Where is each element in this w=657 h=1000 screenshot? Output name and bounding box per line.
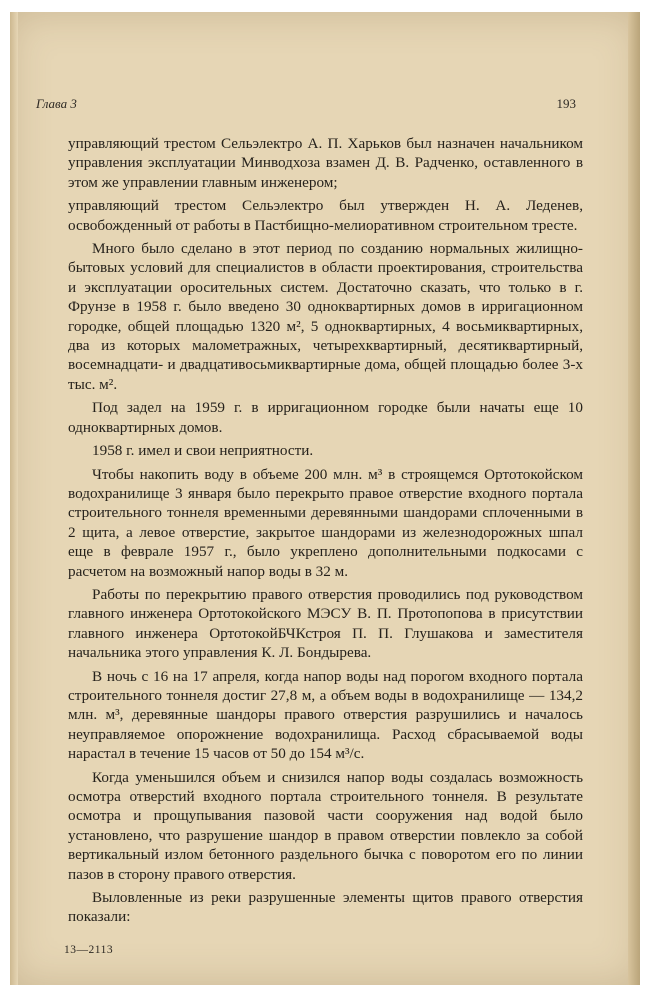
paragraph: управляющий трестом Сельэлектро был утвержден Н. А. Леденев, освобожденный от работы в Пастбищно-мелиоративном строительном тресте. — [68, 197, 583, 234]
running-header — [36, 96, 576, 112]
paragraph: Много было сделано в этот период по созданию нормальных жилищно-бытовых условий для специалистов в области проектирования, строительства и эксплуатации оросительных систем. Достаточно сказать, что только в г. Фрунзе в 1958 г. было введено 30 одноквартирных домов в ирригационном городке, общей площадью 1320 м², 5 одноквартирных, 4 восьмиквартирных, два из которых малометражных, четырехквартирный, десятиквартирный, восемнадцати- и двадцативосьмиквартирные дома, общей площадью более 3-х тыс. м². — [68, 240, 583, 393]
paragraph: Работы по перекрытию правого отверстия проводились под руководством главного инженера Ортотокойского МЭСУ В. П. Протопопова в присутствии главного инженера ОртотокойБЧКстроя П. П. Глушакова и заместителя начальника этого управления К. Л. Бондырева. — [68, 585, 583, 662]
paragraph: Когда уменьшился объем и снизился напор воды создалась возможность осмотра отверстий входного портала строительного тоннеля. В результате осмотра и прощупывания пазовой части сооружения над водой было установлено, что разрушение шандор в правом отверстии повлекло за собой вертикальный излом бетонного раздельного бычка с поворотом его по линии пазов в сторону правого отверстия. — [68, 768, 583, 883]
paragraph: Выловленные из реки разрушенные элементы щитов правого отверстия показали: — [68, 889, 583, 926]
paragraph: В ночь с 16 на 17 апреля, когда напор воды над порогом входного портала строительного тоннеля достиг 27,8 м, а объем воды в водохранилище — 134,2 млн. м³, деревянные шандоры правого отверстия разрушились и началось неуправляемое опорожнение водохранилища. Расход сбрасываемой воды нарастал в течение 15 часов от 50 до 154 м³/с. — [68, 667, 583, 763]
paragraph: Под задел на 1959 г. в ирригационном городке были начаты еще 10 одноквартирных домов. — [68, 399, 583, 436]
paragraph: 1958 г. имел и свои неприятности. — [92, 442, 314, 460]
printer-signature: 13—2113 — [64, 944, 114, 956]
chapter-title: Глава 3 — [36, 96, 77, 111]
page-right-edge — [628, 12, 640, 985]
page-body-text — [68, 134, 583, 931]
book-page — [10, 12, 640, 985]
paragraph: управляющий трестом Сельэлектро А. П. Харьков был назначен начальником управления эксплуатации Минводхоза взамен Д. В. Радченко, оставленного в этом же управлении главным инженером; — [68, 135, 583, 191]
page-number: 193 — [556, 96, 576, 111]
page-left-edge — [10, 12, 18, 985]
paragraph: Чтобы накопить воду в объеме 200 млн. м³ в строящемся Ортотокойском водохранилище 3 января было перекрыто правое отверстие входного портала строительного тоннеля временными деревянными шандорами сплоченными в 2 щита, а левое отверстие, закрытое шандорами из железнодорожных шпал еще в феврале 1957 г., было укреплено дополнительными подкосами с расчетом на возможный напор воды в 32 м. — [68, 465, 583, 580]
